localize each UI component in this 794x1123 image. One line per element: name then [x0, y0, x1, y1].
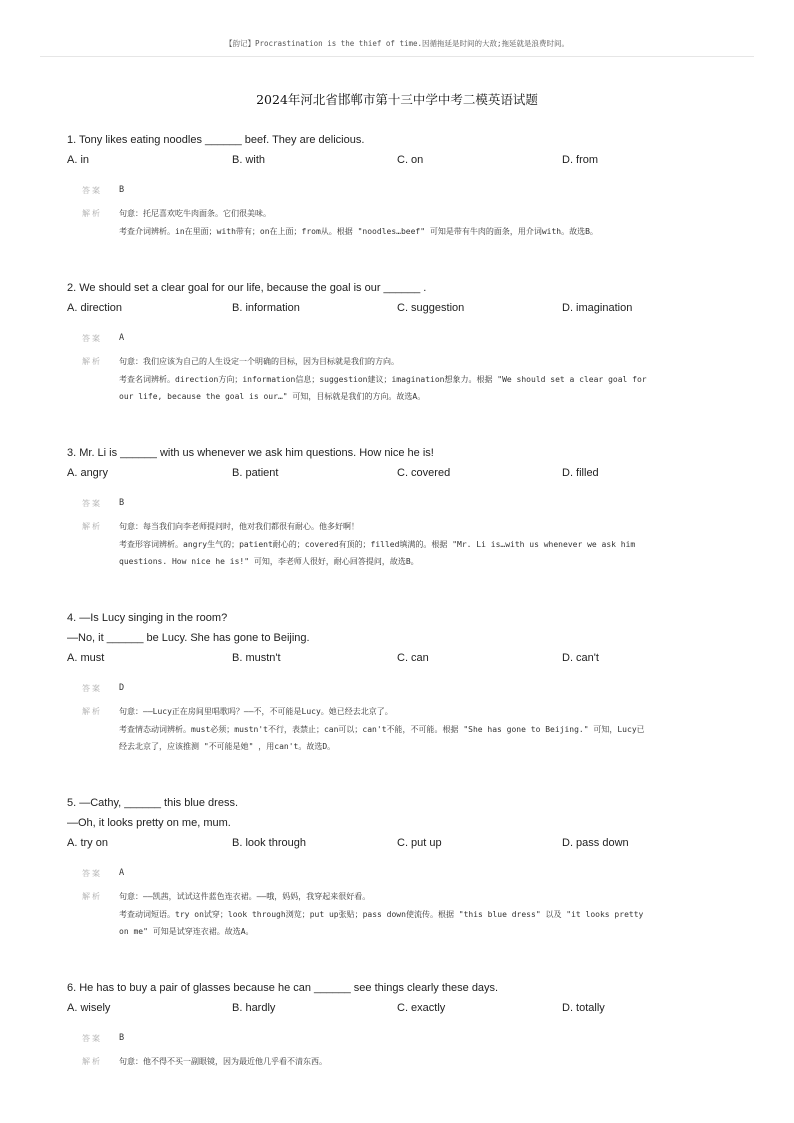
question-stem: 2. We should set a clear goal for our life, because the goal is our ______ .: [67, 282, 427, 294]
explanation-row: [0, 518, 794, 571]
answer-row: [0, 495, 794, 512]
option-c: C. put up: [397, 837, 442, 849]
explanation-line: 考查动词短语。try on试穿；look through浏览；put up张贴；pass down使流传。根据 "this blue dress" 以及 "it looks pretty: [119, 909, 644, 919]
explanation-line: 句意：——Lucy正在房间里唱歌吗？——不，不可能是Lucy。她已经去北京了。: [119, 707, 393, 716]
explanation-line: 句意：托尼喜欢吃牛肉面条。它们很美味。: [119, 209, 271, 218]
answer-value: B: [119, 1033, 125, 1043]
question-stem: 6. He has to buy a pair of glasses because he can ______ see things clearly these days.: [67, 982, 499, 994]
option-b: B. with: [232, 154, 266, 166]
option-c: C. exactly: [397, 1002, 446, 1014]
option-a: A. angry: [67, 467, 108, 479]
question-stem: 1. Tony likes eating noodles ______ beef. They are delicious.: [67, 134, 365, 146]
explanation-row: [0, 703, 794, 756]
explanation-line: 句意：——凯茜，试试这件蓝色连衣裙。——哦，妈妈，我穿起来很好看。: [119, 892, 371, 901]
option-d: D. pass down: [562, 837, 629, 849]
explanation-line: on me" 可知是试穿连衣裙。故选A。: [119, 927, 254, 936]
question-1: [0, 130, 794, 240]
explanation-label: 解析: [82, 357, 102, 366]
explanation-text: [119, 205, 709, 240]
explanation-line: 考查介词辨析。in在里面；with带有；on在上面；from从。根据 "noodles…beef" 可知是带有牛肉的面条，用介词with。故选B。: [119, 226, 598, 236]
answer-row: [0, 1030, 794, 1047]
answer-value: D: [119, 683, 125, 693]
option-b: B. information: [232, 302, 300, 314]
options-row: [67, 463, 794, 483]
explanation-label: 解析: [82, 209, 102, 218]
option-a: A. must: [67, 652, 105, 664]
question-stem: —No, it ______ be Lucy. She has gone to Beijing.: [67, 632, 310, 644]
explanation-text: [119, 1053, 709, 1071]
option-d: D. filled: [562, 467, 599, 479]
explanation-line: 句意：每当我们向李老师提问时，他对我们都很有耐心。他多好啊！: [119, 522, 359, 531]
option-a: A. in: [67, 154, 90, 166]
question-stem: —Oh, it looks pretty on me, mum.: [67, 817, 231, 829]
answer-row: [0, 330, 794, 347]
option-b: B. look through: [232, 837, 306, 849]
options-row: [67, 833, 794, 853]
option-d: D. totally: [562, 1002, 605, 1014]
answer-label: 答案: [82, 869, 102, 878]
answer-value: B: [119, 498, 125, 508]
answer-row: [0, 680, 794, 697]
explanation-label: 解析: [82, 707, 102, 716]
explanation-text: [119, 353, 709, 406]
option-a: A. direction: [67, 302, 123, 314]
option-b: B. mustn't: [232, 652, 281, 664]
option-b: B. patient: [232, 467, 279, 479]
answer-value: A: [119, 868, 125, 878]
option-a: A. wisely: [67, 1002, 111, 1014]
question-stem: 5. —Cathy, ______ this blue dress.: [67, 797, 239, 809]
explanation-line: 考查形容词辨析。angry生气的；patient耐心的；covered有顶的；filled填满的。根据 "Mr. Li is…with us whenever we ask him: [119, 539, 636, 549]
explanation-label: 解析: [82, 522, 102, 531]
options-row: [67, 150, 794, 170]
header-divider: [40, 56, 754, 57]
options-row: [67, 648, 794, 668]
explanation-line: 句意：他不得不买一副眼镜，因为最近他几乎看不清东西。: [119, 1057, 327, 1066]
explanation-text: [119, 888, 709, 941]
question-2: [0, 278, 794, 406]
header-note: 【韵记】Procrastination is the thief of time.因循拖延是时间的大敌;拖延就是浪费时间。: [224, 39, 570, 48]
question-stem: 4. —Is Lucy singing in the room?: [67, 612, 228, 624]
answer-value: A: [119, 333, 125, 343]
answer-label: 答案: [82, 186, 102, 195]
answer-value: B: [119, 185, 125, 195]
option-c: C. on: [397, 154, 424, 166]
option-b: B. hardly: [232, 1002, 276, 1014]
explanation-line: 句意：我们应该为自己的人生设定一个明确的目标，因为目标就是我们的方向。: [119, 357, 399, 366]
page-title: 2024年河北省邯郸市第十三中学中考二模英语试题: [256, 92, 538, 107]
explanation-line: 考查名词辨析。direction方向；information信息；suggestion建议；imagination想象力。根据 "We should set a clear goal for: [119, 374, 647, 384]
question-4: [0, 608, 794, 756]
explanation-row: [0, 205, 794, 240]
options-row: [67, 298, 794, 318]
explanation-line: 考查情态动词辨析。must必须；mustn't不行，表禁止；can可以；can't不能，不可能。根据 "She has gone to Beijing." 可知，Lucy已: [119, 724, 645, 734]
question-stem: 3. Mr. Li is ______ with us whenever we ask him questions. How nice he is!: [67, 447, 434, 459]
explanation-label: 解析: [82, 892, 102, 901]
option-a: A. try on: [67, 837, 108, 849]
explanation-text: [119, 518, 709, 571]
explanation-row: [0, 353, 794, 406]
explanation-line: 经去北京了，应该推测 "不可能是她" ，用can't。故选D。: [119, 742, 336, 751]
options-row: [67, 998, 794, 1018]
answer-label: 答案: [82, 499, 102, 508]
option-d: D. imagination: [562, 302, 633, 314]
explanation-label: 解析: [82, 1057, 102, 1066]
explanation-line: questions. How nice he is!" 可知，李老师人很好，耐心回答提问，故选B。: [119, 557, 419, 566]
answer-row: [0, 865, 794, 882]
explanation-row: [0, 888, 794, 941]
explanation-line: our life, because the goal is our…" 可知，目标就是我们的方向。故选A。: [119, 392, 426, 401]
question-5: [0, 793, 794, 941]
explanation-text: [119, 703, 709, 756]
explanation-row: [0, 1053, 794, 1071]
answer-label: 答案: [82, 1034, 102, 1043]
option-c: C. covered: [397, 467, 451, 479]
option-c: C. suggestion: [397, 302, 465, 314]
answer-label: 答案: [82, 334, 102, 343]
question-6: [0, 978, 794, 1071]
answer-row: [0, 182, 794, 199]
question-3: [0, 443, 794, 571]
option-d: D. from: [562, 154, 599, 166]
option-c: C. can: [397, 652, 429, 664]
answer-label: 答案: [82, 684, 102, 693]
option-d: D. can't: [562, 652, 599, 664]
